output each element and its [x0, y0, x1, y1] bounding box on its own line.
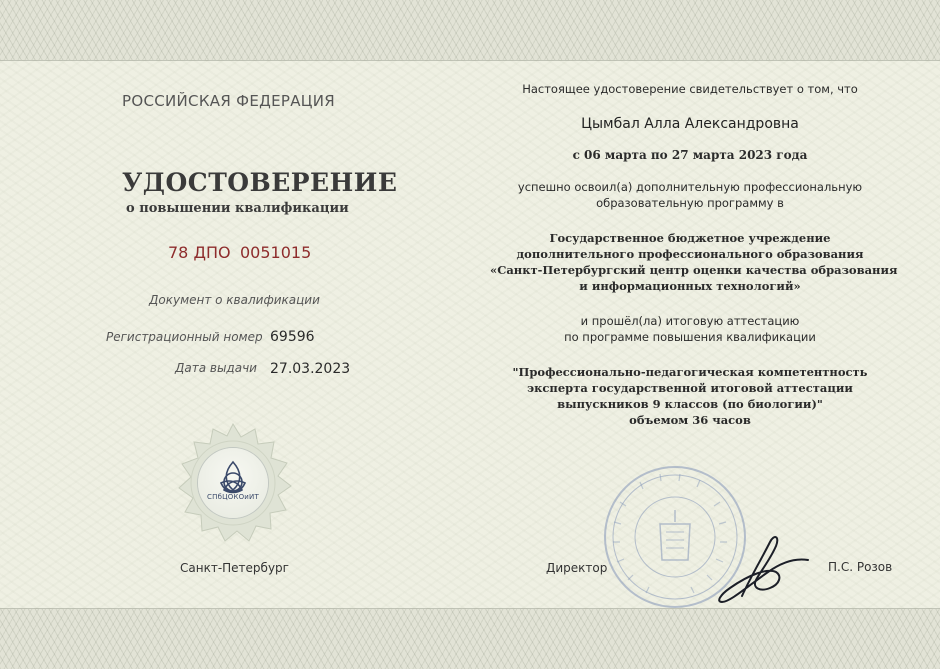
program-line-1: "Профессионально-педагогическая компетентность [512, 365, 868, 379]
top-guilloche-band [0, 0, 940, 60]
bottom-divider [0, 608, 940, 609]
organization-line-4: и информационных технологий» [579, 279, 801, 293]
director-signature-icon [690, 528, 810, 608]
mastered-line-1: успешно освоил(а) дополнительную профессиональную [517, 180, 863, 194]
attestation-line-1: и прошёл(ла) итоговую аттестацию [580, 314, 800, 328]
organization-line-3: «Санкт-Петербургский центр оценки качества образования [490, 263, 898, 277]
organization-line-2: дополнительного профессионального образования [516, 247, 864, 261]
document-type: Документ о квалификации [149, 293, 320, 307]
organization-line-1: Государственное бюджетное учреждение [549, 231, 831, 245]
document-subtitle: о повышении квалификации [126, 201, 349, 216]
attestation-line-2: по программе повышения квалификации [564, 330, 816, 344]
document-number: 0051015 [240, 243, 312, 262]
holder-name: Цымбал Алла Александровна [581, 116, 799, 132]
training-period: с 06 марта по 27 марта 2023 года [572, 148, 808, 162]
organization-emblem [170, 420, 296, 546]
bottom-guilloche-band [0, 609, 940, 669]
issue-date: 27.03.2023 [270, 361, 351, 377]
document-series: 78 ДПО [168, 243, 231, 262]
country-name: РОССИЙСКАЯ ФЕДЕРАЦИЯ [122, 92, 335, 110]
top-divider [0, 60, 940, 61]
program-line-4: объемом 36 часов [629, 413, 751, 427]
director-label: Директор [546, 561, 608, 575]
registration-number: 69596 [270, 329, 315, 345]
director-name: П.С. Розов [828, 560, 893, 574]
issue-date-label: Дата выдачи [175, 361, 257, 375]
triquetra-logo-icon [198, 448, 268, 518]
program-line-2: эксперта государственной итоговой аттестации [527, 381, 853, 395]
emblem-logo-text: СПбЦОКОиИТ [207, 493, 259, 501]
document-title: УДОСТОВЕРЕНИЕ [122, 168, 398, 197]
registration-label: Регистрационный номер [106, 330, 263, 344]
program-line-3: выпускников 9 классов (по биологии)" [557, 397, 823, 411]
emblem-medallion [198, 448, 268, 518]
mastered-line-2: образовательную программу в [596, 196, 784, 210]
intro-text: Настоящее удостоверение свидетельствует о том, что [522, 82, 858, 96]
city-name: Санкт-Петербург [180, 561, 289, 575]
